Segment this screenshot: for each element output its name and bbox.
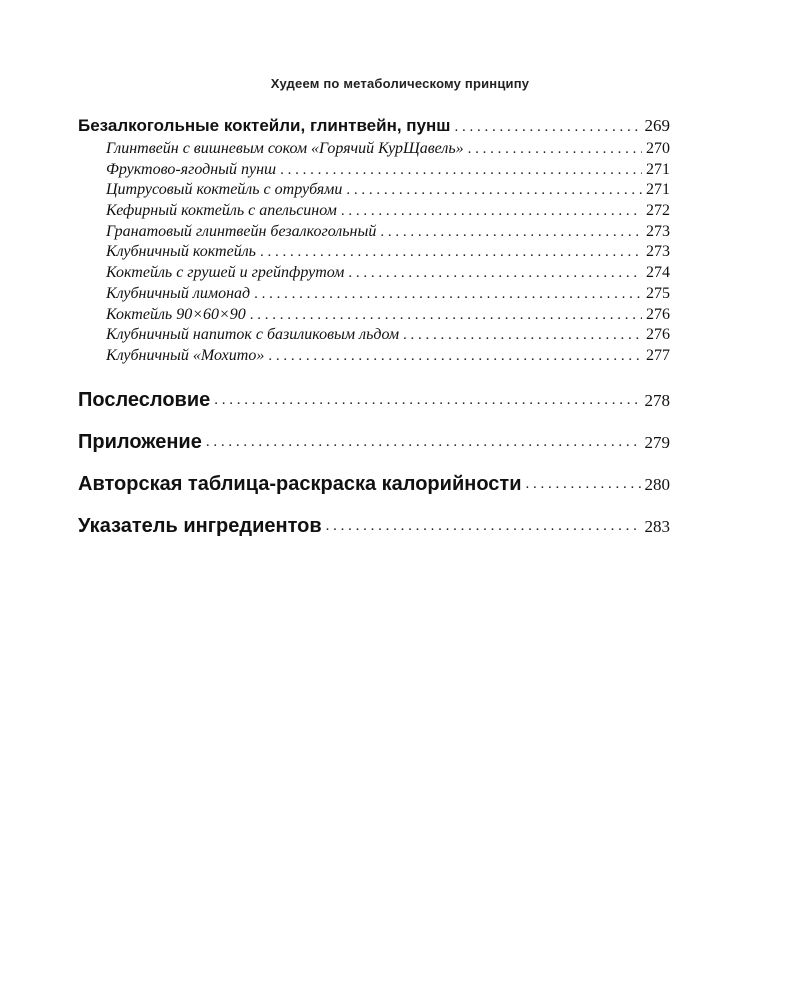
leader-dots (454, 119, 640, 136)
toc-chapter-entry[interactable] (78, 380, 670, 422)
toc-subentry[interactable] (78, 347, 670, 368)
leader-dots (341, 203, 642, 220)
toc-subentry-title: Клубничный напиток с базиликовым льдом (106, 326, 400, 344)
toc-subentry-page: 273 (646, 243, 670, 261)
leader-dots (403, 327, 642, 344)
toc-chapter-entry[interactable] (78, 464, 670, 506)
running-head: Худеем по метаболическому принципу (270, 76, 530, 91)
toc-chapter-title: Авторская таблица-раскраска калорийности (78, 473, 522, 496)
leader-dots (348, 265, 642, 282)
toc-entry-page: 269 (644, 116, 670, 135)
toc-section-entry[interactable] (78, 116, 670, 140)
toc-subentry[interactable] (78, 306, 670, 327)
toc-subentry-page: 271 (646, 160, 670, 178)
toc-chapter-page: 280 (644, 474, 670, 494)
toc-subentry[interactable] (78, 326, 670, 347)
toc-chapter-page: 278 (644, 390, 670, 410)
toc-subentry[interactable] (78, 223, 670, 244)
leader-dots (380, 224, 642, 241)
toc-subentry[interactable] (78, 161, 670, 182)
toc-subentry-title: Фруктово-ягодный пунш (106, 160, 277, 178)
toc-subentry-title: Кефирный коктейль с апельсином (106, 202, 337, 220)
toc-chapter-page: 279 (644, 432, 670, 452)
toc-subentry-page: 276 (646, 326, 670, 344)
toc-subentry-page: 275 (646, 284, 670, 302)
toc-subentry[interactable] (78, 140, 670, 161)
leader-dots (254, 286, 642, 303)
toc-subentry[interactable] (78, 264, 670, 285)
leader-dots (260, 244, 642, 261)
toc-chapter-page: 283 (644, 516, 670, 536)
toc-subentry-title: Глинтвейн с вишневым соком «Горячий КурЩавель» (106, 140, 464, 157)
leader-dots (214, 392, 640, 409)
toc-subentry-page: 272 (646, 202, 670, 220)
leader-dots (268, 348, 642, 365)
toc-subentry-title: Цитрусовый коктейль с отрубями (106, 181, 343, 199)
toc-subentry[interactable] (78, 243, 670, 264)
leader-dots (250, 307, 642, 324)
toc-chapter-title: Приложение (78, 431, 202, 454)
toc-chapter-entry[interactable] (78, 506, 670, 548)
leader-dots (526, 476, 641, 493)
leader-dots (346, 182, 642, 199)
toc-subentry-page: 277 (646, 346, 670, 364)
toc-chapter-title: Указатель ингредиентов (78, 515, 322, 538)
spacer (78, 368, 670, 380)
toc-subentry-page: 276 (646, 305, 670, 323)
toc-chapter-entry[interactable] (78, 422, 670, 464)
leader-dots (468, 141, 642, 158)
toc-entry-title: Безалкогольные коктейли, глинтвейн, пунш (78, 116, 451, 135)
toc-subentry-title: Коктейль 90×60×90 (106, 305, 246, 323)
toc-subentry[interactable] (78, 181, 670, 202)
leader-dots (206, 434, 641, 451)
toc-subentry-title: Клубничный «Мохито» (106, 346, 265, 364)
toc-subentry-title: Коктейль с грушей и грейпфрутом (106, 264, 345, 282)
toc-subentry-page: 273 (646, 222, 670, 240)
toc-subentry[interactable] (78, 202, 670, 223)
toc-subentry-page: 270 (646, 140, 670, 157)
toc-subentry-page: 271 (646, 181, 670, 199)
toc-subentry[interactable] (78, 285, 670, 306)
leader-dots (326, 518, 641, 535)
toc-subentry-title: Клубничный коктейль (106, 243, 256, 261)
toc-subentry-title: Клубничный лимонад (106, 284, 251, 302)
leader-dots (280, 162, 642, 179)
toc-subentry-title: Гранатовый глинтвейн безалкогольный (106, 222, 377, 240)
toc-subentry-page: 274 (646, 264, 670, 282)
table-of-contents (78, 116, 670, 548)
toc-chapter-title: Послесловие (78, 389, 211, 412)
